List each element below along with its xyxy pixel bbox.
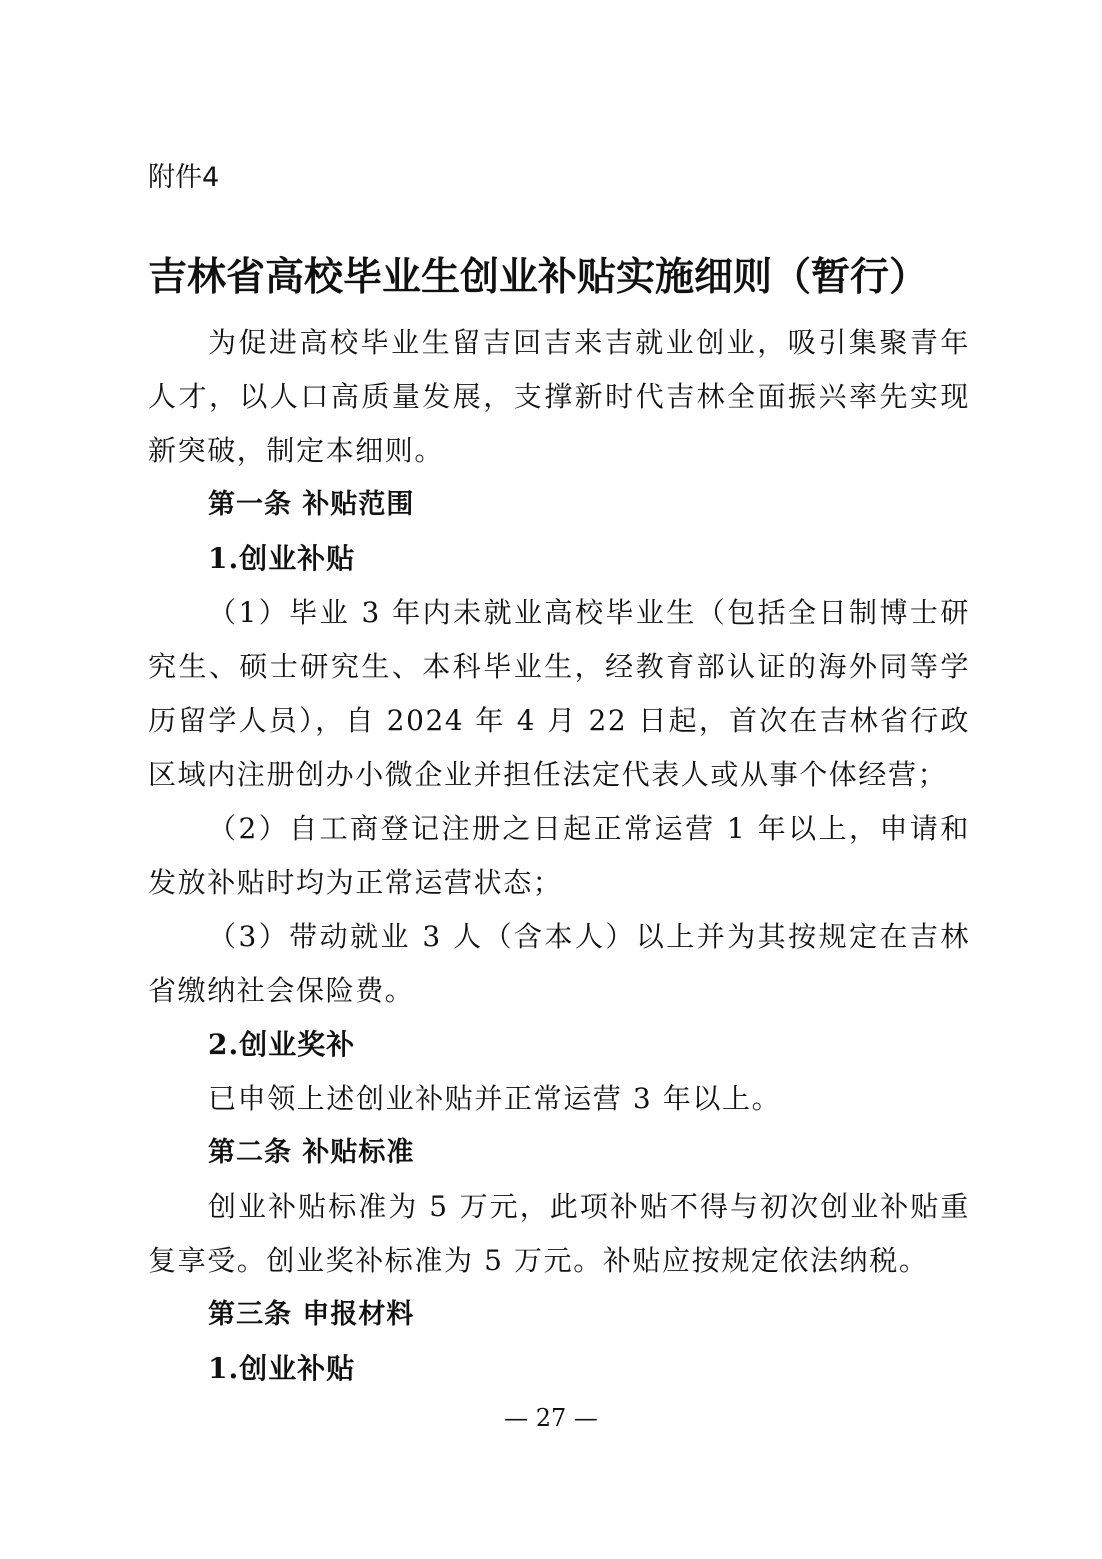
article-2-heading: 第二条 补贴标准 [208, 1137, 415, 1168]
attachment-label: 附件4 [148, 162, 220, 193]
article-3-sub1-title: 1.创业补贴 [208, 1352, 356, 1385]
document-body [148, 316, 970, 1396]
intro-paragraph: 为促进高校毕业生留吉回吉来吉就业创业，吸引集聚青年人才，以人口高质量发展，支撑新时代吉林全面振兴率先实现新突破，制定本细则。 [148, 326, 970, 467]
article-1-heading: 第一条 补贴范围 [208, 489, 415, 520]
page-number: — 27 — [504, 1404, 598, 1432]
article-3-heading: 第三条 申报材料 [208, 1299, 415, 1330]
document-title: 吉林省高校毕业生创业补贴实施细则（暂行） [148, 255, 929, 300]
article-2-text: 创业补贴标准为 5 万元，此项补贴不得与初次创业补贴重复享受。创业奖补标准为 5 万元。补贴应按规定依法纳税。 [148, 1190, 970, 1277]
article-1-sub1-title: 1.创业补贴 [208, 542, 356, 575]
article-1-item-1: （1）毕业 3 年内未就业高校毕业生（包括全日制博士研究生、硕士研究生、本科毕业生，经教育部认证的海外同等学历留学人员），自 2024 年 4 月 22 日起，首次在吉林省行政区域内注册创办小微企业并担任法定代表人或从事个体经营； [148, 596, 970, 791]
article-1-sub2-title: 2.创业奖补 [208, 1028, 356, 1061]
article-1-item-2: （2）自工商登记注册之日起正常运营 1 年以上，申请和发放补贴时均为正常运营状态； [148, 812, 970, 899]
article-1-item-3: （3）带动就业 3 人（含本人）以上并为其按规定在吉林省缴纳社会保险费。 [148, 920, 970, 1007]
article-1-sub2-text: 已申领上述创业补贴并正常运营 3 年以上。 [208, 1082, 782, 1115]
